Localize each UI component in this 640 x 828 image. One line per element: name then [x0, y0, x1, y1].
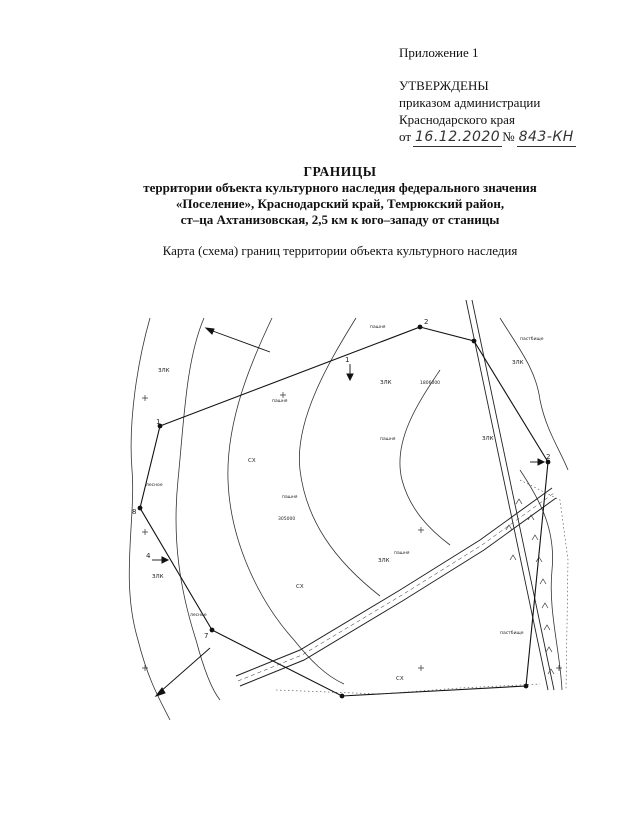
order-line-2: Краснодарского края [399, 112, 515, 127]
date-prefix: от [399, 129, 412, 144]
contour-line [400, 370, 450, 545]
tree-mark [546, 647, 552, 652]
contour-line [176, 318, 220, 700]
map-mark: СХ [248, 458, 256, 464]
map-small-label: 305000 [278, 517, 296, 522]
number-prefix: № [502, 129, 515, 144]
tree-mark [532, 535, 538, 540]
tree-mark [516, 499, 522, 504]
map-mark: ЗЛК [158, 368, 170, 374]
grid-cross [418, 665, 424, 671]
contour-line [228, 318, 344, 684]
tree-mark [542, 603, 548, 608]
map-mark: ЗЛК [152, 574, 164, 580]
grid-cross [142, 529, 148, 535]
tree-mark [540, 579, 546, 584]
map-small-label: пашня [380, 437, 396, 442]
map-small-label: пашня [282, 495, 298, 500]
boundary-point [418, 325, 423, 330]
point-labels [132, 318, 428, 640]
direction-arrow-head [206, 328, 214, 334]
boundary-point [138, 506, 143, 511]
map-mark: ЗЛК [512, 360, 524, 366]
direction-arrow [210, 330, 270, 352]
edge-label: 2 [546, 453, 551, 461]
point-label: 1 [156, 418, 161, 426]
boundary-point [472, 339, 477, 344]
grid-cross [418, 527, 424, 533]
handwritten-number: 843-КН [518, 129, 574, 145]
map-small-label: пастбище [520, 337, 544, 342]
map-small-label: пашня [272, 399, 288, 404]
tree-mark [548, 669, 554, 674]
point-label: 7 [204, 632, 209, 640]
title-line-3: ст–ца Ахтанизовская, 2,5 км к юго–западу от станицы [180, 212, 500, 227]
tree-mark [510, 555, 516, 560]
dotted-line [520, 480, 568, 690]
direction-arrows [156, 328, 270, 696]
map-small-labels [146, 325, 544, 636]
order-line-1: приказом администрации [399, 95, 541, 110]
boundary-points [138, 325, 551, 699]
map-caption: Карта (схема) границ территории объекта культурного наследия [162, 243, 518, 258]
edge-arrow-head [347, 374, 353, 380]
title-line-1: территории объекта культурного наследия федерального значения [143, 180, 537, 195]
map-small-label: пашня [394, 551, 410, 556]
map-small-label: лесное [146, 483, 163, 488]
grid-cross [280, 392, 286, 398]
title-line-2: «Поселение», Краснодарский край, Темрюкский район, [175, 196, 505, 211]
territory-boundary [140, 327, 551, 696]
grid-crosses [142, 392, 562, 671]
dotted-lines [276, 480, 568, 694]
edge-arrow-head [162, 557, 168, 563]
appendix-label: Приложение 1 [399, 45, 479, 60]
point-label: 2 [424, 318, 429, 326]
approved-label: УТВЕРЖДЕНЫ [399, 78, 489, 93]
map-mark: ЗЛК [380, 380, 392, 386]
edge-label: 4 [146, 552, 151, 560]
edge-arrow-head [538, 459, 544, 465]
tree-mark [506, 525, 512, 530]
map-mark: СХ [396, 676, 404, 682]
map-mark: СХ [296, 584, 304, 590]
contour-line [129, 318, 170, 720]
map-small-label: 1806000 [420, 381, 441, 386]
map-small-label: пастбище [500, 631, 524, 636]
direction-arrow [160, 648, 210, 692]
map-mark: ЗЛК [378, 558, 390, 564]
tree-mark [544, 625, 550, 630]
map-mark: ЗЛК [482, 436, 494, 442]
handwritten-date: 16.12.2020 [415, 129, 501, 145]
grid-cross [142, 395, 148, 401]
point-label: 8 [132, 508, 137, 516]
title-heading: ГРАНИЦЫ [303, 164, 377, 179]
boundary-point [340, 694, 345, 699]
grid-cross [556, 665, 562, 671]
boundary-point [210, 628, 215, 633]
edge-arrows [152, 364, 544, 563]
contour-line [299, 318, 380, 596]
edge-label: 1 [345, 356, 350, 364]
map-small-label: лесное [190, 613, 207, 618]
map-small-label: пашня [370, 325, 386, 330]
